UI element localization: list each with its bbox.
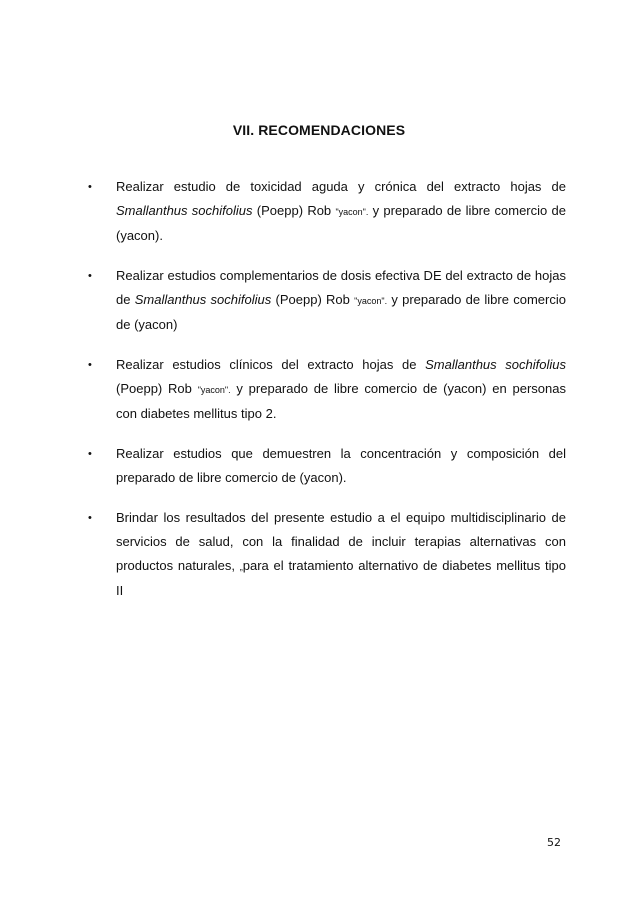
list-item-text: Smallanthus sochifolius <box>134 292 272 307</box>
list-item <box>88 353 566 426</box>
list-item-text: (Poepp) Rob <box>116 381 198 396</box>
list-item-text: Realizar estudios que demuestren la concentración y composición del preparado de libre comercio de (yacon). <box>116 446 566 485</box>
list-item-text: Realizar estudio de toxicidad aguda y crónica del extracto hojas de <box>116 179 566 194</box>
bullet-icon: • <box>88 270 92 282</box>
list-item-text: (Poepp) Rob <box>252 203 336 218</box>
page-number: 52 <box>547 836 561 849</box>
list-item-text: y preparado de libre comercio de (yacon). <box>116 203 566 243</box>
list-item-text: para el tratamiento alternativo de diabetes mellitus tipo II <box>116 558 566 598</box>
list-item-text: Brindar los resultados del presente estudio a el equipo multidisciplinario de servicios de salud, con la finalidad de incluir terapias alternativas con productos naturales, <box>116 510 566 573</box>
list-item-text: y preparado de libre comercio de (yacon) <box>116 292 566 332</box>
list-item-text: y preparado de libre comercio de (yacon) en personas con diabetes mellitus tipo 2. <box>116 381 566 421</box>
bullet-icon: • <box>88 359 92 371</box>
bullet-icon: • <box>88 181 92 193</box>
bullet-icon: • <box>88 448 92 460</box>
list-item-text: „ <box>239 562 243 572</box>
list-item-text: (Poepp) Rob <box>271 292 355 307</box>
recommendations-list <box>88 175 566 619</box>
section-heading: VII. RECOMENDACIONES <box>232 122 406 138</box>
list-item-text: "yacon". <box>197 385 231 395</box>
list-item-text: "yacon". <box>354 296 388 306</box>
list-item-text: Smallanthus sochifolius <box>425 357 566 372</box>
list-item-text: Realizar estudios complementarios de dosis efectiva DE del extracto de hojas de <box>116 268 566 307</box>
list-item-text: Smallanthus sochifolius <box>116 203 253 218</box>
bullet-icon: • <box>88 512 92 524</box>
list-item <box>88 442 566 490</box>
list-item <box>88 506 566 603</box>
list-item-text: "yacon". <box>335 207 369 217</box>
list-item-text: Realizar estudios clínicos del extracto hojas de <box>116 357 426 372</box>
list-item <box>88 264 566 337</box>
list-item <box>88 175 566 248</box>
